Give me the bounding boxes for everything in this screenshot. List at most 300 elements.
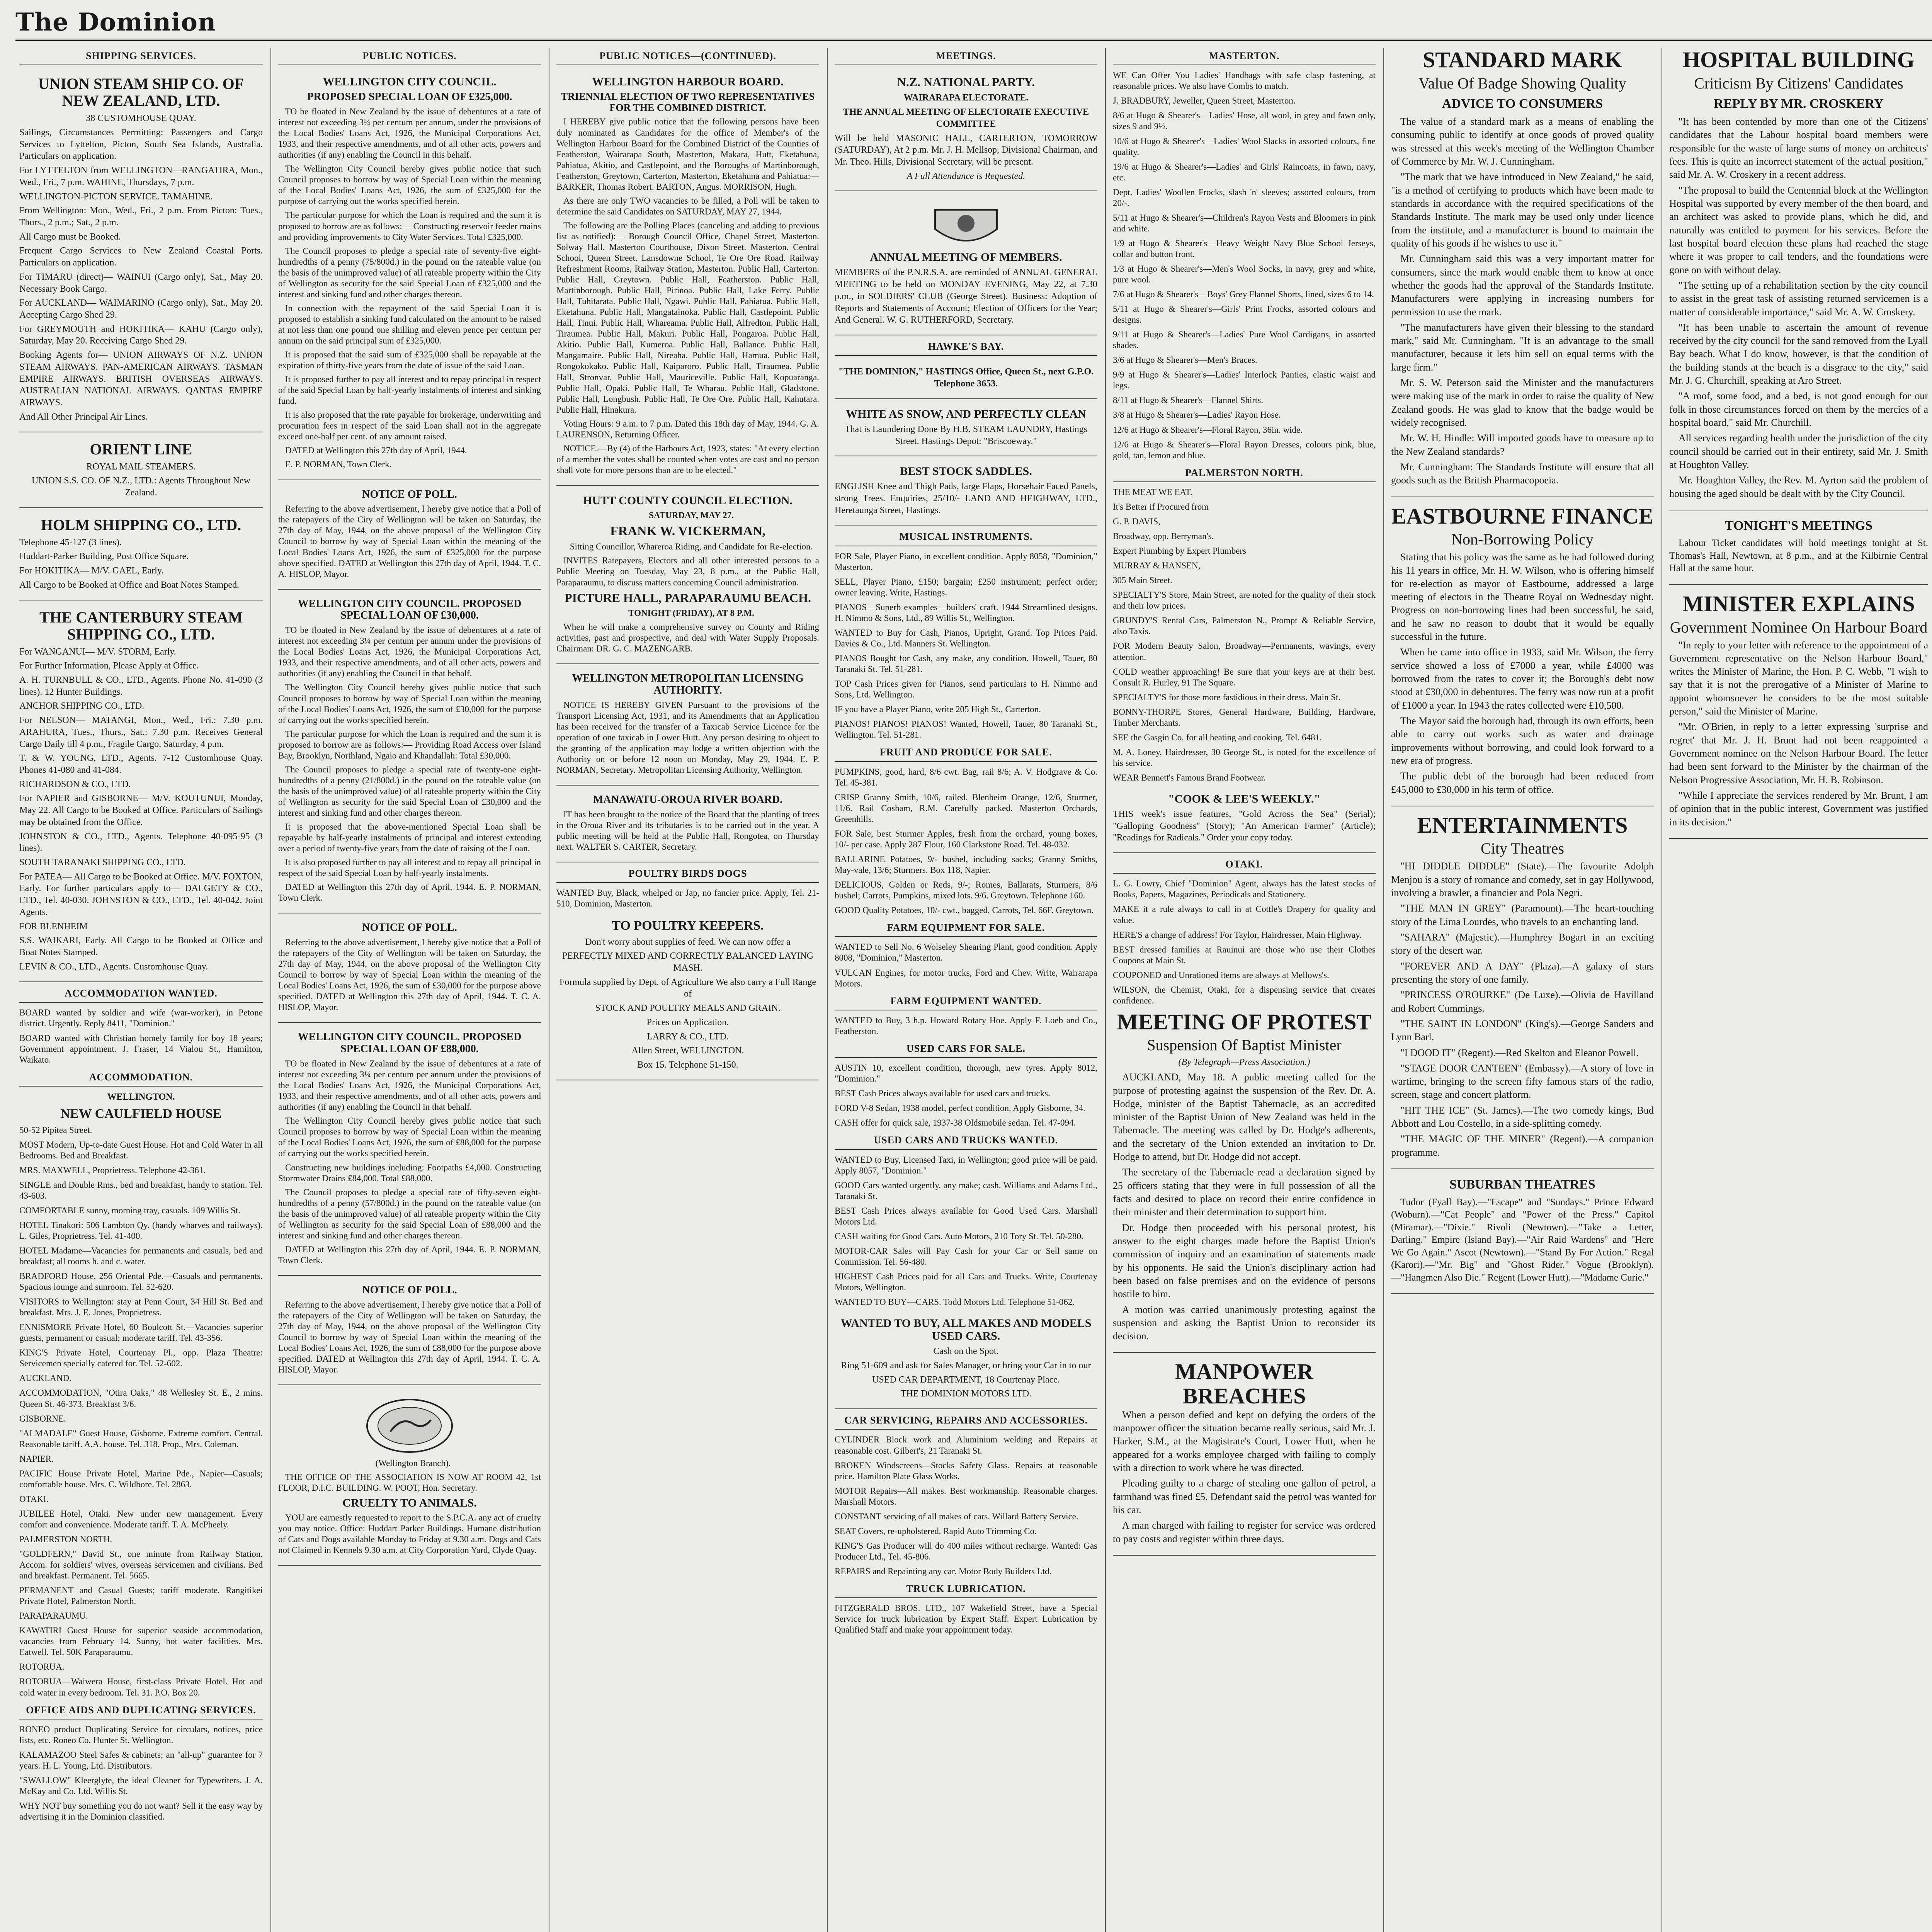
notice-paragraph: The Wellington City Council hereby gives public notice that such Council proposes to borrow by way of Special Loan within the meaning of the Local Bodies' Loans Act, 1926, the sum of £30,000 for the purpose of carrying out the works specified herein. [278, 682, 541, 725]
story-paragraph: The Mayor said the borough had, through its own efforts, been able to carry out works such as water and drainage improvements without borrowing, and could look forward to a new era of progress. [1391, 715, 1654, 766]
classified-item: WE Can Offer You Ladies' Handbags with safe clasp fastening, at reasonable prices. We also have Combs to match. [1113, 70, 1376, 91]
classified-item: 3/8 at Hugo & Shearer's—Ladies' Rayon Hose. [1113, 410, 1281, 420]
advert-agent: UNION S.S. CO. OF N.Z., LTD.: Agents Throughout New Zealand. [31, 476, 250, 498]
classified-item: 1/3 at Hugo & Shearer's—Men's Wool Socks, in navy, grey and white, pure wool. [1113, 264, 1376, 285]
classified-item: Dept. Ladies' Woollen Frocks, slash 'n' sleeves; assorted colours, from 20/-. [1113, 187, 1376, 208]
advert-line: Cash on the Spot. [933, 1346, 999, 1357]
notice-paragraph: The following are the Polling Places (canceling and adding to previous list as notified):— Borough Council Office, Chapel Street, Masterton. Solway Hall. Masterton Courthouse, Dixon Street. Masterton. Central School, Queen Street. Lansdowne School, Te Ore Ore Road. Railway Refreshment Rooms, Railway Station, Masterton. Public Hall, Carterton. Public Hall, Greytown. Public Hall, Featherston. Public Hall, Martinborough. Public Hall, Pirinoa. Public Hall, Lake Ferry. Public Hall, Tuhitarata. Public Hall, Ngawi. Public Hall, Pahiatua. Public Hall, Eketahuna. Public Hall, Mangatainoka. Public Hall, Castlepoint. Public Hall, Tinui. Public Hall, Whareama. Public Hall, Alfredton. Public Hall, Tiraumea. Public Hall, Makuri. Public Hall, Pongaroa. Public Hall, Akitio. Public Hall, Kumeroa. Public Hall, Ballance. Public Hall, Mangamaire. Public Hall, Nireaha. Public Hall, Hamua. Public Hall, Rongokokako. Public Hall, Kaiparoro. Public Hall, Tiraumea. Public Hall, Stronvar. Public Hall, Mauriceville. Public Hall, Kopuaranga. Public Hall, Opaki. Public Hall, Te Wharau. Public Hall, Gladstone. Public Hall, Longbush. Public Hall, Te Ore Ore. Public Hall, Kahutara. Public Hall, Hinakura. [556, 220, 819, 415]
classified-item: FORD V-8 Sedan, 1938 model, perfect condition. Apply Gisborne, 34. [835, 1103, 1086, 1113]
story-paragraph: All services regarding health under the jurisdiction of the city council should be carried out in their entirety, said Mr. J. Smith at Houghton Valley. [1669, 432, 1928, 470]
usc-advert [19, 70, 263, 432]
classified-item: PIANOS! PIANOS! PIANOS! Wanted, Howell, Tauer, 80 Taranaki St., Wellington. Tel. 51-281. [835, 719, 1097, 740]
classified-list [835, 551, 1097, 741]
loan-notice [278, 593, 541, 914]
notice-heading: WELLINGTON CITY COUNCIL. [323, 75, 497, 88]
story-paragraph: The value of a standard mark as a means of enabling the consuming public to identify at once goods of proved quality was stressed at this week's meeting of the Wellington Chamber of Commerce by Mr. W. J. Cunningham. [1391, 116, 1654, 167]
news-story-manpower [1113, 1360, 1376, 1555]
advert-line: JOHNSTON & CO., LTD., Agents. Telephone 40-095-95 (3 lines). [19, 831, 263, 854]
story-paragraph: The secretary of the Tabernacle read a declaration signed by 25 officers stating that they were in full possession of all the facts and desired to place on record their entire confidence in their minister and their determination to support him. [1113, 1167, 1376, 1218]
classified-item: OTAKI. [19, 1494, 49, 1504]
classified-item: BROKEN Windscreens—Stocks Safety Glass. Repairs at reasonable price. Hamilton Plate Glass Works. [835, 1460, 1097, 1481]
classified-item: WANTED to Buy for Cash, Pianos, Upright, Grand. Top Prices Paid. Davies & Co., Ltd. Manners St. Wellington. [835, 628, 1097, 648]
notice-paragraph: NOTICE.—By (4) of the Harbours Act, 1923, states: "At every election of a member the votes shall be counted when votes are cast and no person shall vote for more persons than are to be elected." [556, 443, 819, 475]
advert-line: ANCHOR SHIPPING CO., LTD. [19, 701, 145, 711]
loan-notice [278, 1026, 541, 1276]
advert-lines [19, 127, 263, 423]
section-heading: FARM EQUIPMENT FOR SALE. [835, 920, 1097, 937]
notice-paragraph: The Wellington City Council hereby gives public notice that such Council proposes to borrow by way of Special Loan within the meaning of the Local Bodies' Loans Act, 1926, the sum of £88,000 for the purpose of carrying out the works specified herein. [278, 1116, 541, 1158]
story-paragraph: "A roof, some food, and a bed, is not good enough for our folk in those circumstances forced on them by the mercies of a hospital board," said Mr. Churchill. [1669, 390, 1928, 429]
classified-item: MRS. MAXWELL, Proprietress. Telephone 42-361. [19, 1165, 206, 1175]
story-body [1391, 551, 1654, 796]
column-masterton [1109, 48, 1379, 1932]
classified-item: GOOD Cars wanted urgently, any make; cash. Williams and Adams Ltd., Taranaki St. [835, 1180, 1097, 1201]
notice-paragraph: TO be floated in New Zealand by the issue of debentures at a rate of interest not exceeding 3¼ per centum per annum, under the provisions of the Local Bodies' Loans Act, 1926, the Municipal Corporations Act, 1933, and their respective amendments, and of all other acts, powers and authorities (if any) enabling the Council in this behalf. [278, 107, 541, 160]
story-paragraph: "THE SAINT IN LONDON" (King's).—George Sanders and Lynn Barl. [1391, 1018, 1654, 1043]
classified-item: PUMPKINS, good, hard, 8/6 cwt. Bag, rail 8/6; A. V. Hodgrave & Co. Tel. 45-381. [835, 767, 1097, 787]
advert-line: All Cargo must be Booked. [19, 231, 121, 242]
column-rule [827, 48, 828, 1932]
notice-title: ANNUAL MEETING OF MEMBERS. [870, 251, 1062, 264]
story-paragraph: "I DOOD IT" (Regent).—Red Skelton and Eleanor Powell. [1400, 1047, 1639, 1058]
classified-item: ENNISMORE Private Hotel, 60 Boulcott St.—Vacancies superior guests, permanent or casual; moderate tariff. Tel. 43-356. [19, 1322, 263, 1343]
classified-item: CYLINDER Block work and Aluminium welding and Repairs at reasonable cost. Gilbert's, 21 Taranaki St. [835, 1435, 1097, 1456]
notice-body: Referring to the above advertisement, I hereby give notice that a Poll of the ratepayers of the City of Wellington will be taken on Saturday, the 27th day of May, 1944, on the above proposal of the Wellington City Council to borrow by way of Special Loan within the meaning of the Local Bodies' Loans Act, 1926, the sum of £325,000 for the purpose above specified. DATED at Wellington this 27th day of April, 1944. T. C. A. HISLOP, Mayor. [278, 504, 541, 579]
classified-item: BOARD wanted with Christian homely family for boy 18 years; Government appointment. J. Fraser, 14 Vialou St., Hamilton, Waikato. [19, 1033, 263, 1065]
section-heading: USED CARS AND TRUCKS WANTED. [835, 1132, 1097, 1150]
notice-paragraph: I HEREBY give public notice that the following persons have been duly nominated as Candidates for the office of Member's of the Wellington Harbour Board for the Combined District of the Counties of Featherston, Wairarapa South, Masterton, Makara, Hutt, Eketahuna, Pahiatua, Akitio, and Castlepoint, and the Boroughs of Martinborough, Featherston, Greytown, Carterton, Masterton, Eketahuna and Pahiatua:— BARKER, Thomas Robert. BARTON, Angus. MORRISON, Hugh. [556, 117, 819, 192]
classified-list [1113, 487, 1376, 783]
notice-paragraph: The Council proposes to pledge a special rate of fifty-seven eight-hundredths of a penny (57/800d.) in the pound on the rateable value (on the basis of the unimproved value) of all rateable property within the City of Wellington as security for the said Special Loan of £88,000 and the interest and sinking fund and other charges thereon. [278, 1187, 541, 1240]
story-paragraph: A man charged with failing to register for service was ordered to pay costs and register within three days. [1113, 1520, 1376, 1544]
advert-line: For PATEA— All Cargo to be Booked at Office. M/V. FOXTON, Early. For further particulars apply to— DALGETY & CO., LTD., Tel. 40-030. JOHNSTON & CO., LTD., Tel. 40-042. Joint Agents. [19, 871, 263, 917]
story-body [1669, 639, 1928, 829]
classified-item: 19/6 at Hugo & Shearer's—Ladies' and Girls' Raincoats, in fawn, navy, etc. [1113, 162, 1376, 182]
column-meetings [831, 48, 1101, 1932]
spca-office: THE OFFICE OF THE ASSOCIATION IS NOW AT ROOM 42, 1st FLOOR, D.I.C. BUILDING. W. POOT, Hon. Secretary. [278, 1472, 541, 1493]
advert-line: For Further Information, Please Apply at Office. [19, 661, 199, 671]
advert-line: And All Other Principal Air Lines. [19, 412, 148, 422]
advert-line: A. H. TURNBULL & CO., LTD., Agents. Phone No. 41-090 (3 lines). 12 Hunter Buildings. [19, 675, 263, 697]
classified-item: WILSON, the Chemist, Otaki, for a dispensing service that creates confidence. [1113, 985, 1376, 1005]
section-heading: MEETINGS. [835, 48, 1097, 65]
classified-item: AUCKLAND. [19, 1373, 71, 1383]
advert-line: From Wellington: Mon., Wed., Fri., 2 p.m. From Picton: Tues., Thurs., 2 p.m.; Sat., 2 p.m. [19, 206, 263, 228]
notice-paragraph: In connection with the repayment of the said Special Loan it is proposed to establish a sinking fund calculated on the amount to be raised at not less than one pound one shilling and eleven pence per centum per annum on the said principal sum of £325,000. [278, 303, 541, 345]
canterbury-advert [19, 604, 263, 982]
notice-paragraph: The Council proposes to pledge a special rate of seventy-five eight-hundredths of a penny (75/800d.) in the pound on the rateable value (on the basis of the unimproved value) of all rateable property within the City of Wellington as security for the said Special Loan of £325,000 and the interest and sinking fund and other charges thereon. [278, 246, 541, 299]
story-paragraph: "THE MAGIC OF THE MINER" (Regent).—A companion programme. [1391, 1133, 1654, 1158]
story-body [1391, 115, 1654, 487]
holm-advert [19, 511, 263, 600]
notice-body: Will be held MASONIC HALL, CARTERTON, TOMORROW (SATURDAY), At 2 p.m. Mr. J. H. Mellsop, Divisional Chairman, and Mr. Theo. Hills, Divisional Secretary, will be present. [835, 133, 1097, 167]
classified-item: SELL, Player Piano, £150; bargain; £250 instrument; perfect order; owner leaving. Write, Hastings. [835, 577, 1097, 597]
classified-item: BOARD wanted by soldier and wife (war-worker), in Petone district. Urgently. Reply 8411, "Dominion." [19, 1007, 263, 1028]
story-paragraph: The public debt of the borough had been reduced from £45,000 to £30,000 in his term of office. [1391, 770, 1654, 795]
hastings-office-advert [835, 361, 1097, 399]
notice-sub: WAIRARAPA ELECTORATE. [903, 93, 1029, 103]
story-paragraph: Stating that his policy was the same as he had followed during his 11 years in office, Mr. H. W. Wilson, who is offering himself for re-election as mayor of Eastbourne, addressed a large meeting of electors in the Theatre Royal on Wednesday night. Progress on non-borrowing lines had been successful, he said, and he saw no reason to doubt that it would be equally successful in the future. [1391, 551, 1654, 643]
orient-advert [19, 435, 263, 508]
news-story-tonights-meetings [1669, 517, 1928, 585]
story-paragraph: Mr. W. H. Hindle: Will imported goods have to measure up to the New Zealand standards? [1391, 432, 1654, 457]
story-headline: MANPOWER BREACHES [1175, 1359, 1313, 1409]
classified-item: J. BRADBURY, Jeweller, Queen Street, Masterton. [1113, 96, 1296, 106]
advert-line: FOR BLENHEIM [19, 921, 88, 932]
classified-item: TOP Cash Prices given for Pianos, send particulars to H. Nimmo and Sons, Ltd. Wellington. [835, 679, 1097, 700]
classified-item: 3/6 at Hugo & Shearer's—Men's Braces. [1113, 355, 1257, 365]
classified-item: PIANOS—Superb examples—builders' craft. 1944 Streamlined designs. H. Nimmo & Sons, Ltd., 89 Willis St., Wellington. [835, 602, 1097, 623]
advert-line: Ring 51-609 and ask for Sales Manager, or bring your Car in to our [841, 1361, 1091, 1371]
classified-item: CASH waiting for Good Cars. Auto Motors, 210 Tory St. Tel. 50-280. [835, 1231, 1083, 1242]
classified-item: 50-52 Pipitea Street. [19, 1125, 92, 1135]
story-paragraph: "STAGE DOOR CANTEEN" (Embassy).—A story of love in wartime, bringing to the screen fifty famous stars of the radio, screen, stage and concert platform. [1391, 1062, 1654, 1100]
section-heading: TRUCK LUBRICATION. [835, 1581, 1097, 1598]
classified-item: COMFORTABLE sunny, morning tray, casuals. 109 Willis St. [19, 1205, 240, 1215]
news-story-minister [1669, 592, 1928, 839]
classified-item: BEST Cash Prices always available for Good Used Cars. Marshall Motors Ltd. [835, 1206, 1097, 1226]
story-headline: ENTERTAINMENTS [1417, 812, 1628, 838]
advert-line: Prices on Application. [646, 1017, 729, 1027]
story-paragraph: Pleading guilty to a charge of stealing one gallon of petrol, a farmhand was fined £5. Defendant said the petrol was wanted for his car. [1113, 1478, 1376, 1515]
story-paragraph: "THE MAN IN GREY" (Paramount).—The heart-touching story of the Lima Lourdes, who travels to an enchanting land. [1391, 903, 1654, 927]
story-deck: REPLY BY MR. CROSKERY [1714, 96, 1884, 111]
classified-item: PALMERSTON NORTH. [19, 1534, 112, 1544]
classified-item: DELICIOUS, Golden or Reds, 9/-; Romes, Ballarats, Sturmers, 8/6 bushel; Carrots, Pumpkins, mixed lots. 9/6. Greytown. Telephone 160. [835, 880, 1097, 901]
story-headline: EASTBOURNE FINANCE [1391, 503, 1654, 529]
section-heading: FRUIT AND PRODUCE FOR SALE. [835, 744, 1097, 762]
story-body: Labour Ticket candidates will hold meetings tonight at St. Thomas's Hall, Newtown, at 8 p.m., and at the Kilbirnie Central Hall at the same hour. [1669, 538, 1928, 574]
advert-title: "COOK & LEE'S WEEKLY." [1168, 792, 1320, 805]
notice-body [278, 625, 541, 903]
notice-body [278, 1058, 541, 1266]
story-subheading: City Theatres [1481, 840, 1564, 857]
classified-item: GISBORNE. [19, 1413, 66, 1423]
story-subheading: Suspension Of Baptist Minister [1147, 1036, 1342, 1054]
advert-line: Huddart-Parker Building, Post Office Square. [19, 551, 189, 562]
notice-body: NOTICE IS HEREBY GIVEN Pursuant to the provisions of the Transport Licensing Act, 1931, and its Amendments that an Application has been received for the transfer of a Taxicab Service Licence for the operation of one taxicab in Lower Hutt. Any person desiring to object to the granting of the application may lodge a written objection with the Authority on or before 12 noon on Monday, May 29, 1944. E. P. NORMAN, Secretary. Metropolitan Licensing Authority, Wellington. [556, 700, 819, 775]
classified-item: SPECIALTY'S for those more fastidious in their dress. Main St. [1113, 692, 1341, 702]
classified-item: "ALMADALE" Guest House, Gisborne. Extreme comfort. Central. Reasonable tariff. A.A. house. Tel. 318. Prop., Mrs. Coleman. [19, 1428, 263, 1449]
advert-body: THIS week's issue features, "Gold Across the Sea" (Serial); "Galloping Goodness" (Story); "An American Farmer" (Article); "Readings for Radicals." Order your copy today. [1113, 809, 1376, 843]
advert-line: PERFECTLY MIXED AND CORRECTLY BALANCED LAYING MASH. [562, 951, 814, 973]
classified-item: BEST Cash Prices always available for used cars and trucks. [835, 1088, 1050, 1099]
story-paragraph: Dr. Hodge then proceeded with his personal protest, his answer to the eight charges made before the Baptist Union's commission of inquiry and an examination of statements made by his opponents. He said the Union's disciplinary action had been based on false premises and on the evidence of persons hostile to him. [1113, 1222, 1376, 1300]
advert-line: Allen Street, WELLINGTON. [631, 1046, 744, 1056]
licensing-notice [556, 667, 819, 786]
classified-item: Expert Plumbing by Expert Plumbers [1113, 546, 1246, 556]
advert-line: For HOKITIKA— M/V. GAEL, Early. [19, 566, 164, 576]
advert-line: Box 15. Telephone 51-150. [637, 1060, 738, 1070]
section-heading: OTAKI. [1113, 856, 1376, 874]
advert-line: For NAPIER and GISBORNE— M/V. KOUTUNUI, Monday, May 22. All Cargo to be Booked at Office. Particulars of Sailings may be obtained from the Office. [19, 793, 263, 827]
spca-crest-icon [363, 1397, 456, 1455]
notice-paragraph: DATED at Wellington this 27th day of April, 1944. [285, 446, 467, 456]
poultry-advert [556, 913, 819, 1080]
poll-notice [278, 483, 541, 590]
masthead [15, 8, 1932, 41]
advert-lines [556, 936, 819, 1071]
notice-paragraph: It is also proposed that the rate payable for brokerage, underwriting and procuration fees in respect of the said Loan shall not in the aggregate exceed one-half per cent. of any amount raised. [278, 410, 541, 442]
story-paragraph: When a person defied and kept on defying the orders of the manpower officer the situation became really serious, said Mr. J. Harker, S.M., at the Magistrate's Court, Lower Hutt, when he appeared for a works employee charged with failing to comply with a direction to work where he was directed. [1113, 1409, 1376, 1473]
story-paragraph: Mr. S. W. Peterson said the Minister and the manufacturers were making use of the mark in order to raise the quality of New Zealand goods. He was glad to know that the badge would be widely recognised. [1391, 377, 1654, 429]
candidate-sub: Sitting Councillor, Whareroa Riding, and Candidate for Re-election. [570, 542, 813, 552]
notice-heading: N.Z. NATIONAL PARTY. [897, 75, 1035, 89]
classified-item: COUPONED and Unrationed items are always at Mellows's. [1113, 970, 1329, 980]
classified-item: PIANOS Bought for Cash, any make, any condition. Howell, Tauer, 80 Taranaki St. Tel. 51-281. [835, 653, 1097, 674]
notice-paragraph: DATED at Wellington this 27th day of April, 1944. E. P. NORMAN, Town Clerk. [278, 882, 541, 903]
story-body [1113, 1071, 1376, 1343]
classified-item: WANTED TO BUY—CARS. Todd Motors Ltd. Telephone 51-062. [835, 1297, 1075, 1307]
notice-title: NOTICE OF POLL. [362, 1284, 457, 1296]
classified-item: ROTORUA. [19, 1662, 65, 1672]
advert-title: UNION STEAM SHIP CO. OF NEW ZEALAND, LTD. [38, 75, 244, 110]
classified-item: WEAR Bennett's Famous Brand Footwear. [1113, 772, 1266, 782]
advert-line: USED CAR DEPARTMENT, 18 Courtenay Place. [872, 1374, 1060, 1385]
saddles-advert [835, 459, 1097, 526]
classified-item: 10/6 at Hugo & Shearer's—Ladies' Wool Slacks in assorted colours, fine quality. [1113, 136, 1376, 157]
classified-item: FITZGERALD BROS. LTD., 107 Wakefield Street, have a Special Service for truck lubrication by Expert Staff. Expert Lubrication by Qualified Staff and make your appointment today. [835, 1603, 1097, 1635]
story-paragraph: "PRINCESS O'ROURKE" (De Luxe).—Olivia de Havilland and Robert Cummings. [1391, 989, 1654, 1014]
advert-title: THE CANTERBURY STEAM SHIPPING CO., LTD. [39, 608, 243, 643]
classified-item: MURRAY & HANSEN, [1113, 561, 1201, 571]
story-paragraph: "The setting up of a rehabilitation section by the city council to assist in the great task of assisting returned servicemen is a matter of considerable importance," said Mr. A. W. Croskery. [1669, 279, 1928, 318]
story-paragraph: A motion was carried unanimously protesting against the suspension and asking the Baptist Union to reconsider its decision. [1113, 1304, 1376, 1342]
rsa-notice [835, 194, 1097, 335]
advert-line: T. & W. YOUNG, LTD., Agents. 7-12 Customhouse Quay. Phones 41-080 and 41-084. [19, 753, 263, 776]
story-paragraph: "While I appreciate the services rendered by Mr. Brunt, I am of opinion that in the public interest, Government was justified in its decision." [1669, 789, 1928, 828]
advert-line: Sailings, Circumstances Permitting: Passengers and Cargo Services to Lyttelton, Picton, South Sea Islands, Australia. Particulars on application. [19, 127, 263, 162]
classified-item: G. P. DAVIS, [1113, 517, 1160, 527]
story-paragraph: "It has been unable to ascertain the amount of revenue received by the city council for the sand removed from the Lyall Bay beach. What I do know, however, is that the condition of the building stands at the beach is a disgrace to the city," said Mr. J. G. Churchill, speaking at Aro Street. [1669, 321, 1928, 386]
notice-title: WELLINGTON CITY COUNCIL. PROPOSED SPECIAL LOAN OF £30,000. [298, 597, 522, 622]
classified-item: 305 Main Street. [1113, 575, 1172, 585]
advert-address: 38 CUSTOMHOUSE QUAY. [86, 113, 196, 124]
classified-item: RONEO product Duplicating Service for circulars, notices, price lists, etc. Roneo Co. Hunter St. Wellington. [19, 1724, 263, 1745]
advert-title: ORIENT LINE [90, 440, 192, 458]
classified-item: 7/6 at Hugo & Shearer's—Boys' Grey Flannel Shorts, lined, sizes 6 to 14. [1113, 289, 1374, 299]
story-paragraph: "The manufacturers have given their blessing to the standard mark," said Mr. Cunningham. "It is an advantage to the small manufacturer, because it lets him sell on equal terms with the large firm." [1391, 321, 1654, 373]
classified-item: GOOD Quality Potatoes, 10/- cwt., bagged. Carrots, Tel. 66F. Greytown. [835, 905, 1094, 915]
news-story-suburban-theatres [1391, 1176, 1654, 1294]
advert-line: For GREYMOUTH and HOKITIKA— KAHU (Cargo only), Saturday, May 20. Receiving Cargo Shed 29. [19, 324, 263, 346]
classified-item: WHY NOT buy something you do not want? Sell it the easy way by advertising it in the Dominion classified. [19, 1801, 263, 1822]
advert-line: For WANGANUI— M/V. STORM, Early. [19, 646, 176, 657]
notice-body: YOU are earnestly requested to report to the S.P.C.A. any act of cruelty you may notice. Office: Huddart Parker Buildings. Humane distribution of Cats and Dogs available Monday to Friday at 9.30 a.m. Dogs and Cats not Claimed in Kennels 9.30 a.m. at City Corporation Yard, Clyde Quay. [278, 1513, 541, 1555]
advert-line: RICHARDSON & CO., LTD. [19, 779, 131, 789]
section-heading: HAWKE'S BAY. [835, 338, 1097, 356]
classified-item: FOR Sale, Player Piano, in excellent condition. Apply 8058, "Dominion," Masterton. [835, 551, 1097, 572]
notice-paragraph: Constructing new buildings including: Footpaths £4,000. Constructing Stormwater Drains £84,000. Total £88,000. [278, 1162, 541, 1183]
advert-line: For NELSON— MATANGI, Mon., Wed., Fri.: 7.30 p.m. ARAHURA, Tues., Thurs., Sat.: 7.30 p.m. Receives General Cargo Daily till 4 p.m., Fragile Cargo, Saturday, 4 p.m. [19, 715, 263, 749]
classified-item: 8/11 at Hugo & Shearer's—Flannel Shirts. [1113, 395, 1264, 405]
classified-item: 12/6 at Hugo & Shearer's—Floral Rayon Dresses, colours pink, blue, gold, tan, lemon and blue. [1113, 439, 1376, 460]
story-headline: HOSPITAL BUILDING [1682, 48, 1915, 72]
classified-item: REPAIRS and Repainting any car. Motor Body Builders Ltd. [835, 1566, 1052, 1576]
advert-line: Frequent Cargo Services to New Zealand Coastal Ports. Particulars on application. [19, 246, 263, 268]
story-paragraph: Mr. Houghton Valley, the Rev. M. Ayrton said the problem of housing the aged should be dealt with by the City Council. [1669, 474, 1928, 499]
notice-paragraph: The Council proposes to pledge a special rate of twenty-one eight-hundredths of a penny (21/800d.) in the pound on the rateable value (on the basis of the unimproved value) of all rateable property within the City of Wellington as security for the said Special Loan of £30,000 and the interest and sinking fund and other charges thereon. [278, 764, 541, 818]
classified-item: AUSTIN 10, excellent condition, thorough, new tyres. Apply 8012, "Dominion." [835, 1063, 1097, 1084]
classified-item: L. G. Lowry, Chief "Dominion" Agent, always has the latest stocks of Books, Papers, Magazines, Periodicals and Stationery. [1113, 879, 1376, 900]
advert-lines [835, 1345, 1097, 1400]
classified-item: HERE'S a change of address! For Taylor, Hairdresser, Main Highway. [1113, 930, 1362, 940]
classified-item: SPECIALTY'S Store, Main Street, are noted for the quality of their stock and their low prices. [1113, 590, 1376, 611]
advert-line: Formula supplied by Dept. of Agriculture We also carry a Full Range of [559, 977, 816, 999]
story-paragraph: "SAHARA" (Majestic).—Humphrey Bogart in an exciting story of the desert war. [1391, 932, 1654, 956]
classified-item: BALLARINE Potatoes, 9/- bushel, including sacks; Granny Smiths, May-vale, 13/6; Sturmers. Box 118, Napier. [835, 854, 1097, 875]
classified-item: 12/6 at Hugo & Shearer's—Floral Rayon, 36in. wide. [1113, 425, 1303, 435]
classified-item: MOTOR-CAR Sales will Pay Cash for your Car or Sell same on Commission. Tel. 56-480. [835, 1246, 1097, 1267]
notice-paragraph: The Wellington City Council hereby gives public notice that such Council proposes to borrow by way of Special Loan within the meaning of the Local Bodies' Loans Act, 1926, the sum of £325,000 for the purpose of carrying out the works specified herein. [278, 164, 541, 206]
news-story-protest [1113, 1010, 1376, 1353]
classified-item: HOTEL Madame—Vacancies for permanents and casuals, bed and breakfast; all rooms h. and c. water. [19, 1245, 263, 1266]
section-heading: USED CARS FOR SALE. [835, 1041, 1097, 1058]
classified-item: SINGLE and Double Rms., bed and breakfast, handy to station. Tel. 43-603. [19, 1180, 263, 1201]
classified-item: 5/11 at Hugo & Shearer's—Girls' Print Frocks, assorted colours and designs. [1113, 304, 1376, 325]
section-heading: ACCOMMODATION WANTED. [19, 985, 263, 1003]
classified-item: KALAMAZOO Steel Safes & cabinets; an "all-up" guarantee for 7 years. H. L. Young, Ltd. Distributors. [19, 1750, 263, 1770]
story-paragraph: "The mark that we have introduced in New Zealand," he said, "is a method of certifying to products which have been made to standards in accordance with the required specifications of the Standards Institute. The mark may be used only under licence from the institute, and a manufacturer is bound to maintain the quality of his goods if he wishes to use it." [1391, 171, 1654, 249]
classified-item: WANTED Buy, Black, whelped or Jap, no fancier price. Apply, Tel. 21-510, Dominion, Masterton. [556, 888, 819, 909]
column-rule [1105, 48, 1106, 1932]
notice-title: WELLINGTON CITY COUNCIL. PROPOSED SPECIAL LOAN OF £88,000. [298, 1031, 522, 1055]
advert-subtitle: ROYAL MAIL STEAMERS. [86, 461, 196, 472]
story-paragraph: "HI DIDDLE DIDDLE" (State).—The favourite Adolph Menjou is a story of romance and comedy, set in gay Hollywood, involving a brawler, a financier and Pola Negri. [1391, 861, 1654, 899]
story-body [1391, 860, 1654, 1159]
classified-item: 1/9 at Hugo & Shearer's—Heavy Weight Navy Blue School Jerseys, collar and button front. [1113, 238, 1376, 259]
advert-line: S.S. WAIKARI, Early. All Cargo to be Booked at Office and Boat Notes Stamped. [19, 935, 263, 958]
classified-list [19, 1724, 263, 1822]
notice-title: NOTICE OF POLL. [362, 488, 457, 500]
classified-item: WANTED to Sell No. 6 Wolseley Shearing Plant, good condition. Apply 8008, "Dominion," Masterton. [835, 942, 1097, 963]
meeting-time: TONIGHT (FRIDAY), AT 8 P.M. [628, 608, 754, 618]
column-news-2 [1665, 48, 1932, 1932]
section-heading: ACCOMMODATION. [19, 1069, 263, 1087]
advert-title: WHITE AS SNOW, AND PERFECTLY CLEAN [846, 407, 1086, 420]
notice-title: THE ANNUAL MEETING OF ELECTORATE EXECUTIVE COMMITTEE [843, 107, 1089, 129]
classified-item: WANTED to Buy, 3 h.p. Howard Rotary Hoe. Apply F. Loeb and Co., Featherston. [835, 1015, 1097, 1036]
advert-line: LEVIN & CO., LTD., Agents. Customhouse Quay. [19, 961, 208, 972]
notice-paragraph: It is proposed that the above-mentioned Special Loan shall be repayable by half-yearly instalments of principal and interest extending over a period of twenty-five years from the date of raising of the Loan. [278, 822, 541, 854]
advert-line: For TIMARU (direct)— WAINUI (Cargo only), Sat., May 20. Necessary Book Cargo. [19, 272, 263, 294]
story-body: Tudor (Fyall Bay).—"Escape" and "Sundays." Prince Edward (Woburn).—"Cat People" and "Power of the Press." Capitol (Miramar).—"Dixie." Rivoli (Newtown).—"Take a Letter, Darling." Empire (Island Bay).—"Air Raid Wardens" and "Here We Go Again." Ascot (Newtown).—"Stand By For Action." Regal (Karori).—"Mr. Big" and "Ghost Rider." Vogue (Brooklyn).—"Hangmen Also Die." Regent (Lower Hutt).—"Madame Curie." [1391, 1197, 1654, 1283]
notice-body: When he will make a comprehensive survey on County and Riding activities, past and prospective, and deal with Water Supply Proposals. Chairman: DR. G. C. MAZENGARB. [556, 622, 819, 653]
story-subheading: Non-Borrowing Policy [1451, 531, 1594, 548]
classified-item: "GOLDFERN," David St., one minute from Railway Station. Accom. for soldiers' wives, overseas servicemen and civilians. Bed and breakfast. Permanent. Tel. 5665. [19, 1549, 263, 1581]
section-heading: SHIPPING SERVICES. [19, 48, 263, 65]
classified-item: WANTED to Buy, Licensed Taxi, in Wellington; good price will be paid. Apply 8057, "Dominion." [835, 1155, 1097, 1175]
advert-line: SOUTH TARANAKI SHIPPING CO., LTD. [19, 857, 186, 868]
advert-line: Don't worry about supplies of feed. We can now offer a [585, 937, 791, 947]
section-heading: MUSICAL INSTRUMENTS. [835, 529, 1097, 546]
advert-title: NEW CAULFIELD HOUSE [60, 1107, 222, 1121]
story-subheading: Criticism By Citizens' Candidates [1694, 74, 1903, 92]
classified-item: MAKE it a rule always to call in at Cottle's Drapery for quality and value. [1113, 904, 1376, 925]
classified-item: 9/11 at Hugo & Shearer's—Ladies' Pure Wool Cardigans, in assorted shades. [1113, 330, 1376, 350]
classified-item: BRADFORD House, 256 Oriental Pde.—Casuals and permanents. Spacious lounge and sunroom. Tel. 52-620. [19, 1271, 263, 1292]
classified-list [835, 767, 1097, 916]
notice-title: MANAWATU-OROUA RIVER BOARD. [593, 793, 783, 806]
classified-item: MOTOR Repairs—All makes. Best workmanship. Reasonable charges. Marshall Motors. [835, 1486, 1097, 1507]
classified-item: KING'S Private Hotel, Courtenay Pl., opp. Plaza Theatre: Servicemen specially catered for. Tel. 52-602. [19, 1348, 263, 1369]
notice-paragraph: Voting Hours: 9 a.m. to 7 p.m. Dated this 18th day of May, 1944. G. A. LAURENSON, Returning Officer. [556, 418, 819, 439]
notice-title: TRIENNIAL ELECTION OF TWO REPRESENTATIVES FOR THE COMBINED DISTRICT. [561, 91, 815, 113]
news-story-hospital [1669, 48, 1928, 510]
classified-item: BEST dressed families at Rauinui are those who use their Clothes Coupons at Main St. [1113, 944, 1376, 965]
classified-item: M. A. Loney, Hairdresser, 30 George St., is noted for the excellence of his service. [1113, 747, 1376, 768]
notice-footer: A Full Attendance is Requested. [906, 171, 1026, 181]
classified-item: COLD weather approaching! Be sure that your keys are at their best. Consult R. Hurley, 91 The Square. [1113, 667, 1376, 687]
story-paragraph: AUCKLAND, May 18. A public meeting called for the purpose of protesting against the suspension of the Rev. Dr. A. Hodge, minister of the Baptist Tabernacle, as an accredited minister of the Baptist Union of New Zealand was held in the Tabernacle. The meeting was called by Dr. Hodge's adherents, and the secretary of the Union extended an invitation to Dr. Hodge to attend, but Dr. Hodge did not accept. [1113, 1071, 1376, 1163]
advert-line: For LYTTELTON from WELLINGTON—RANGATIRA, Mon., Wed., Fri., 7 p.m. WAHINE, Thursdays, 7 p.m. [19, 165, 263, 187]
advert-body: ENGLISH Knee and Thigh Pads, large Flaps, Horsehair Faced Panels, strong Trees. Enquiries, 25/10/- LAND AND HEIGHWAY, LTD., Heretaunga Street, Hastings. [835, 481, 1097, 515]
notice-body: Referring to the above advertisement, I hereby give notice that a Poll of the ratepayers of the City of Wellington will be taken on Saturday, the 27th day of May, 1944, on the above proposal of the Wellington City Council to borrow by way of Special Loan within the meaning of the Local Bodies' Loans Act, 1926, the sum of £30,000 for the purpose above specified. DATED at Wellington this 27th day of April, 1944. T. C. A. HISLOP, Mayor. [278, 937, 541, 1012]
advert-line: Booking Agents for— UNION AIRWAYS OF N.Z. UNION STEAM AIRWAYS. PAN-AMERICAN AIRWAYS. TASMAN EMPIRE AIRWAYS. BRITISH OVERSEAS AIRWAYS. AUSTRALIAN NATIONAL AIRWAYS. QANTAS EMPIRE AIRWAYS. [19, 350, 263, 408]
weekly-advert [1113, 787, 1376, 853]
story-paragraph: "FOREVER AND A DAY" (Plaza).—A galaxy of stars presenting the story of one family. [1391, 960, 1654, 985]
river-board-notice [556, 789, 819, 862]
classified-item: PACIFIC House Private Hotel, Marine Pde., Napier—Casuals; comfortable house. Mrs. C. Wildbore. Tel. 2863. [19, 1468, 263, 1489]
story-subheading: Value Of Badge Showing Quality [1418, 74, 1626, 92]
advert-body: That is Laundering Done By H.B. STEAM LAUNDRY, Hastings Street. Hastings Depot: "Briscoeway." [844, 424, 1088, 446]
notice-paragraph: As there are only TWO vacancies to be filled, a Poll will be taken to determine the said Candidates on SATURDAY, MAY 27, 1944. [556, 196, 819, 216]
loan-notice [278, 70, 541, 480]
advert-line: All Cargo to be Booked at Office and Boat Notes Stamped. [19, 580, 240, 590]
column-public-notices [274, 48, 545, 1932]
notice-paragraph: TO be floated in New Zealand by the issue of debentures at a rate of interest not exceeding 3¼ per centum per annum under the provisions of the Local Bodies' Loans Act, 1926, the Municipal Corporations Act, 1933, and their respective amendments, and of all other acts, powers and authorities (if any) enabling the Council in that behalf. [278, 625, 541, 679]
classified-item: KAWATIRI Guest House for superior seaside accommodation, vacancies from February 14. Sunny, hot water facilities. Mrs. Eatwell. Tel. 50K Paraparaumu. [19, 1626, 263, 1657]
story-headline: STANDARD MARK [1422, 48, 1622, 72]
story-subheading: Government Nominee On Harbour Board [1670, 618, 1928, 636]
section-heading: PALMERSTON NORTH. [1113, 465, 1376, 482]
story-headline: MEETING OF PROTEST [1117, 1009, 1372, 1034]
advert-title: HOLM SHIPPING CO., LTD. [41, 516, 242, 534]
section-heading: MASTERTON. [1113, 48, 1376, 65]
classified-item: 5/11 at Hugo & Shearer's—Children's Rayon Vests and Bloomers in pink and white. [1113, 213, 1376, 233]
classified-item: GRUNDY'S Rental Cars, Palmerston N., Prompt & Reliable Service, also Taxis. [1113, 616, 1376, 636]
rsa-badge-icon [927, 202, 1005, 248]
classified-item: THE MEAT WE EAT. [1113, 487, 1192, 497]
story-paragraph: Mr. Cunningham: The Standards Institute will ensure that all goods such as the British Pharmacopoeia. [1391, 461, 1654, 486]
classified-item: 9/9 at Hugo & Shearer's—Ladies' Interlock Panties, elastic waist and legs. [1113, 370, 1376, 391]
story-paragraph: "It has been contended by more than one of the Citizens' candidates that the Labour hospital board members were responsible for the waste of large sums of money on architects' fees. This is quite an incorrect statement of the actual position," said Mr. A. W. Croskery in a recent address. [1669, 116, 1928, 180]
notice-paragraph: It is proposed that the said sum of £325,000 shall be repayable at the expiration of thirty-five years from the date of issue of the said Loan. [278, 350, 541, 371]
classified-item: ACCOMMODATION, "Otira Oaks," 48 Wellesley St. E., 2 mins. Queen St. 46-373. Breakfast 3/6. [19, 1388, 263, 1409]
advert-title: WANTED TO BUY, ALL MAKES AND MODELS USED CARS. [840, 1317, 1092, 1343]
notice-title: NOTICE OF POLL. [362, 922, 457, 934]
story-paragraph: When he came into office in 1933, said Mr. Wilson, the ferry service showed a loss of £7000 a year, while £4000 was borrowed from the rates to cover it; the Borough's debt now stood at £30,000 in debentures. The ferry was now run at a profit of £1000 a year. In 1943 the rates collected were £10,500. [1391, 646, 1654, 711]
masthead-title: The Dominion [15, 8, 216, 37]
laundry-advert [835, 402, 1097, 456]
story-paragraph: "In reply to your letter with reference to the appointment of a Government representative on the Nelson Harbour Board," writes the Minister of Marine, the Hon. P. C. Webb, "I wish to say that it is not the prerogative of a Minister of Marine to appoint whomsoever he considers to be the most suitable person," said the Minister of Marine. [1669, 639, 1928, 717]
notice-paragraph: It is proposed further to pay all interest and to repay principal in respect of the said Special Loan by half-yearly instalments of interest and sinking fund. [278, 374, 541, 406]
advert-title: TO POULTRY KEEPERS. [612, 918, 764, 933]
notice-body: IT has been brought to the notice of the Board that the planting of trees in the Oroua River and its tributaries is to be carried out in the year. A public meeting will be held at the Public Hall, Rongotea, on Thursday next. WALTER S. CARTER, Secretary. [556, 809, 819, 852]
venue-title: PICTURE HALL, PARAPARAUMU BEACH. [565, 590, 811, 605]
notice-paragraph: DATED at Wellington this 27th day of April, 1944. E. P. NORMAN, Town Clerk. [278, 1244, 541, 1265]
notice-date: SATURDAY, MAY 27. [649, 510, 734, 520]
story-headline: MINISTER EXPLAINS [1682, 591, 1915, 616]
notice-title: WELLINGTON METROPOLITAN LICENSING AUTHORITY. [572, 672, 804, 696]
classified-item: "SWALLOW" Kleerglyte, the ideal Cleaner for Typewriters. J. A. McKay and Co. Ltd. Willis St. [19, 1776, 263, 1796]
classified-item: FOR Sale, best Sturmer Apples, fresh from the orchard, young boxes, 10/- per case. Apply 287 Flour, 160 Clarkstone Road. Tel. 48-032. [835, 828, 1097, 849]
notice-title: CRUELTY TO ANIMALS. [342, 1497, 477, 1510]
classified-list [835, 942, 1097, 989]
notice-paragraph: It is also proposed further to pay all interest and to repay all principal in respect of the said Special Loan by half-yearly instalments. [278, 857, 541, 878]
advert-lines [19, 646, 263, 973]
classified-item: It's Better if Procured from [1113, 502, 1209, 512]
